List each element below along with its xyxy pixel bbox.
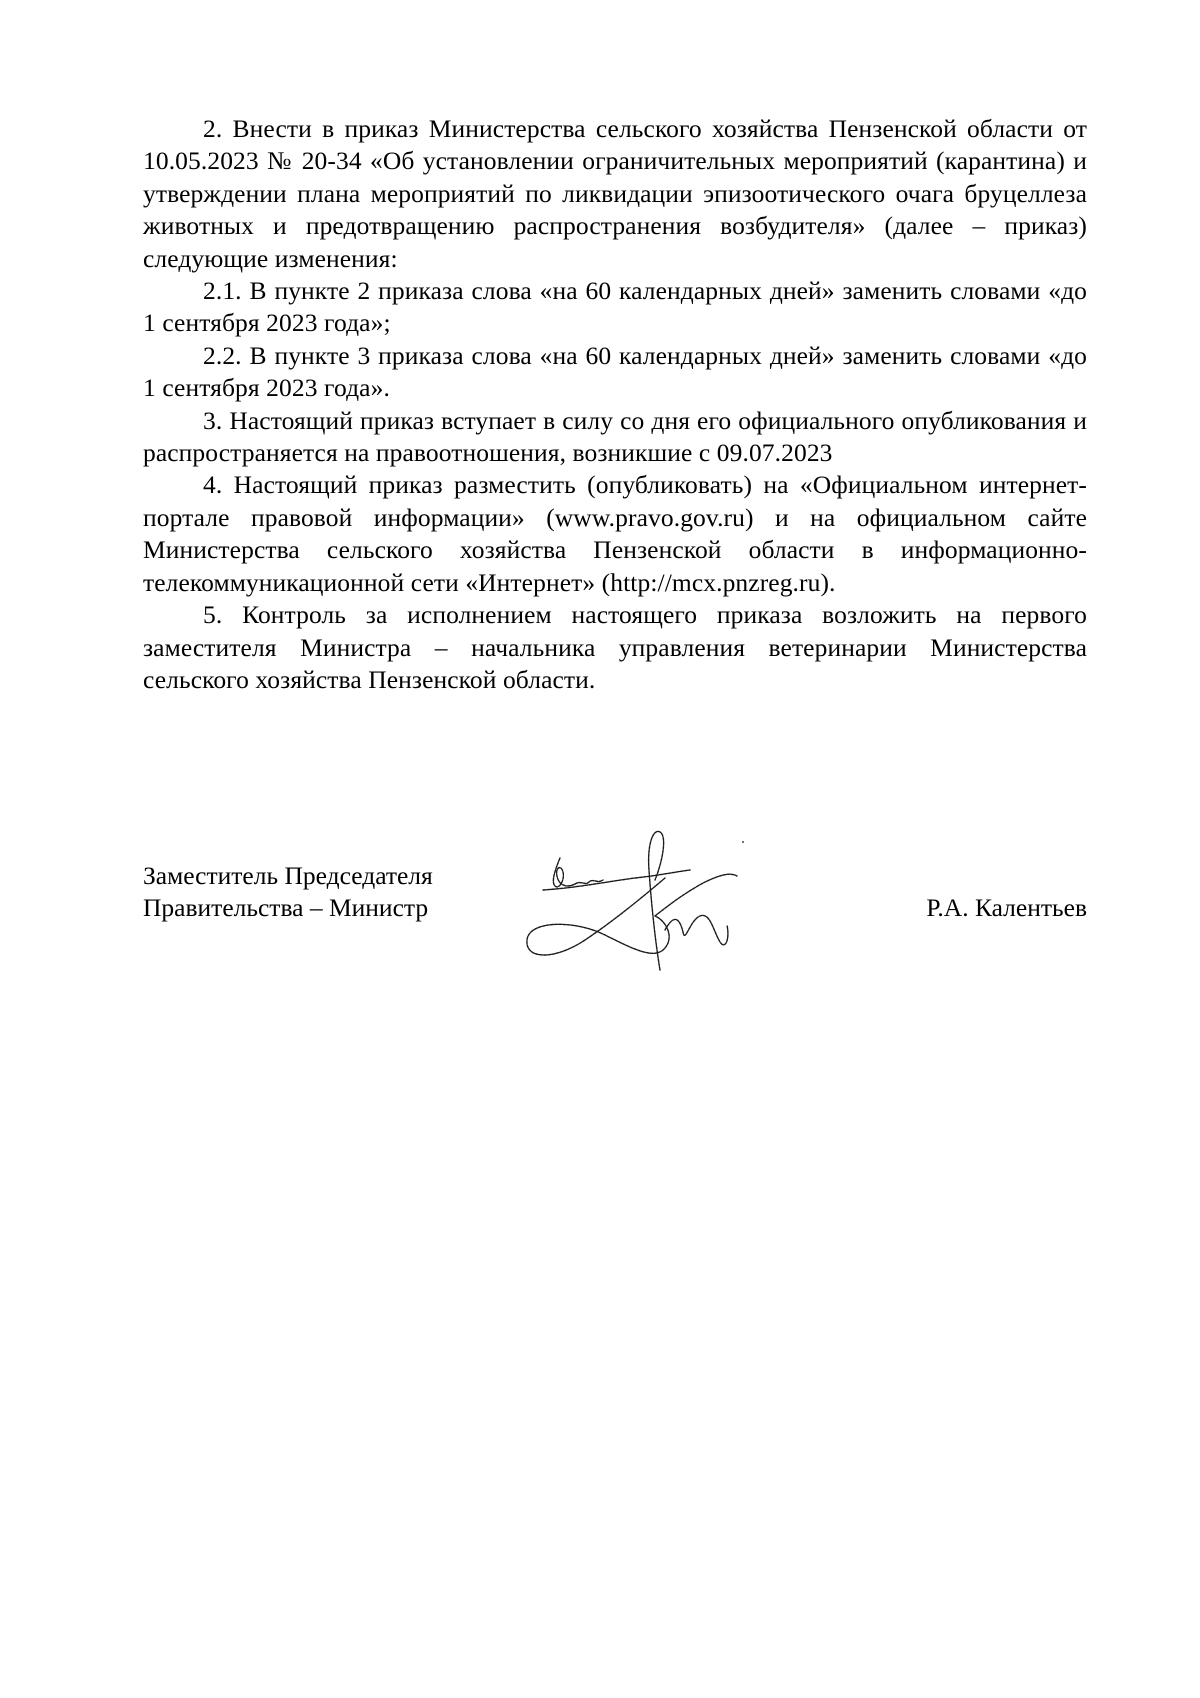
paragraph-item-4: 4. Настоящий приказ разместить (опубликовать) на «Официальном интернет-портале правовой информации» (www.pravo.gov.ru) и на официальном сайте Министерства сельского хозяйства Пензенской области в информационно-телекоммуникационной сети «Интернет» (http://mcx.pnzreg.ru). xyxy=(143,470,1087,597)
paragraph-item-2: 2. Внести в приказ Министерства сельского хозяйства Пензенской области от 10.05.2023 № 20-34 «Об установлении ограничительных мероприятий (карантина) и утверждении плана мероприятий по ликвидации эпизоотического очага бруцеллеза животных и предотвращению распространения возбудителя» (далее – приказ) следующие изменения: xyxy=(143,114,1087,273)
signatory-position-line-2: Правительства – Министр xyxy=(143,893,429,923)
signatory-name: Р.А. Калентьев xyxy=(926,893,1087,922)
document-body xyxy=(143,113,1087,696)
handwritten-signature xyxy=(515,820,775,1000)
paragraph-item-2-1: 2.1. В пункте 2 приказа слова «на 60 календарных дней» заменить словами «до 1 сентября 2023 года»; xyxy=(143,276,1087,338)
paragraph-item-2-2: 2.2. В пункте 3 приказа слова «на 60 календарных дней» заменить словами «до 1 сентября 2023 года». xyxy=(143,340,1087,403)
paragraph-item-3: 3. Настоящий приказ вступает в силу со дня его официального опубликования и распространяется на правоотношения, возникшие с 09.07.2023 xyxy=(143,405,1087,468)
paragraph-item-5: 5. Контроль за исполнением настоящего приказа возложить на первого заместителя Министра – начальника управления ветеринарии Министерства сельского хозяйства Пензенской области. xyxy=(143,600,1087,694)
signatory-position-line-1: Заместитель Председателя xyxy=(143,861,433,890)
signatory-position xyxy=(143,860,543,925)
